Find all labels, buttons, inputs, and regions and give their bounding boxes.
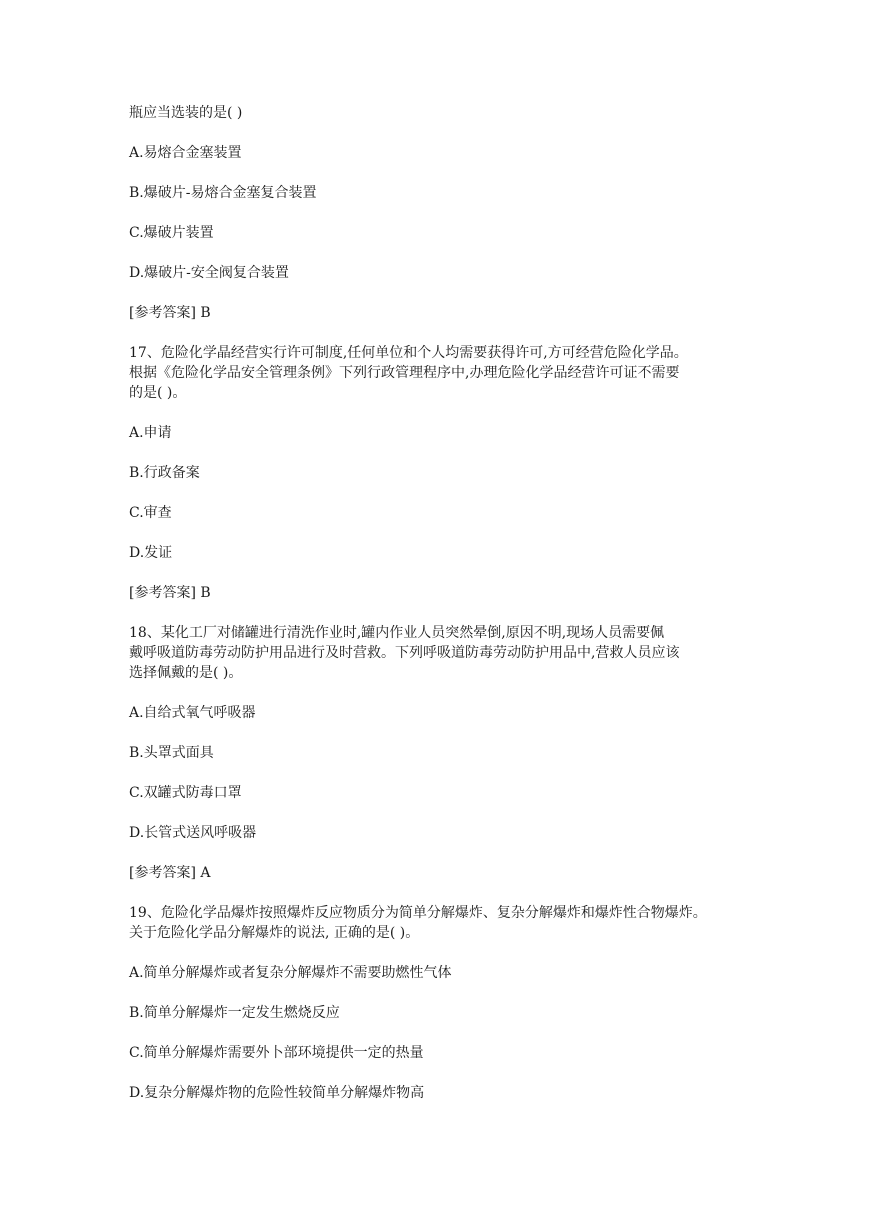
q19-option-d: D.复杂分解爆炸物的危险性较简单分解爆炸物高 (129, 1085, 425, 1101)
q18-stem-line: 选择佩戴的是( )。 (129, 665, 243, 681)
q17-option-d: D.发证 (129, 545, 173, 561)
q19-stem-line: 关于危险化学品分解爆炸的说法, 正确的是( )。 (129, 925, 420, 941)
q17-option-a: A.申请 (129, 425, 172, 441)
q17-option-b: B.行政备案 (129, 465, 200, 481)
q17-answer: [参考答案] B (129, 585, 211, 601)
question-19-stem (129, 903, 749, 943)
q16-option-b: B.爆破片-易熔合金塞复合装置 (129, 185, 317, 201)
q18-stem-line: 戴呼吸道防毒劳动防护用品进行及时营救。下列呼吸道防毒劳动防护用品中,营救人员应该 (129, 645, 680, 661)
q18-option-c: C.双罐式防毒口罩 (129, 785, 242, 801)
q16-option-c: C.爆破片装置 (129, 225, 214, 241)
q19-option-a: A.简单分解爆炸或者复杂分解爆炸不需要助燃性气体 (129, 965, 452, 981)
q19-option-b: B.简单分解爆炸一定发生燃烧反应 (129, 1005, 340, 1021)
q19-option-c: C.简单分解爆炸需要外卜部环境提供一定的热量 (129, 1045, 424, 1061)
q17-stem-line: 17、危险化学晶经营实行许可制度,任何单位和个人均需要获得许可,方可经营危险化学品。 (129, 345, 688, 361)
question-18-stem (129, 623, 749, 683)
q18-stem-line: 18、某化工厂对储罐进行清洗作业时,罐内作业人员突然晕倒,原因不明,现场人员需要佩 (129, 625, 665, 641)
q17-stem-line: 根据《危险化学品安全管理条例》下列行政管理程序中,办理危险化学品经营许可证不需要 (129, 365, 680, 381)
q19-stem-line: 19、危险化学品爆炸按照爆炸反应物质分为简单分解爆炸、复杂分解爆炸和爆炸性合物爆炸。 (129, 905, 707, 921)
q17-option-c: C.审查 (129, 505, 172, 521)
document-page (129, 103, 749, 1103)
q18-option-d: D.长管式送风呼吸器 (129, 825, 257, 841)
q16-option-d: D.爆破片-安全阀复合装置 (129, 265, 289, 281)
q18-option-b: B.头罩式面具 (129, 745, 214, 761)
q16-option-a: A.易熔合金塞装置 (129, 145, 242, 161)
question-16-stem-tail: 瓶应当选装的是( ) (129, 105, 243, 121)
q18-answer: [参考答案] A (129, 865, 211, 881)
q18-option-a: A.自给式氧气呼吸器 (129, 705, 256, 721)
question-17-stem (129, 343, 749, 403)
q17-stem-line: 的是( )。 (129, 385, 187, 401)
q16-answer: [参考答案] B (129, 305, 211, 321)
